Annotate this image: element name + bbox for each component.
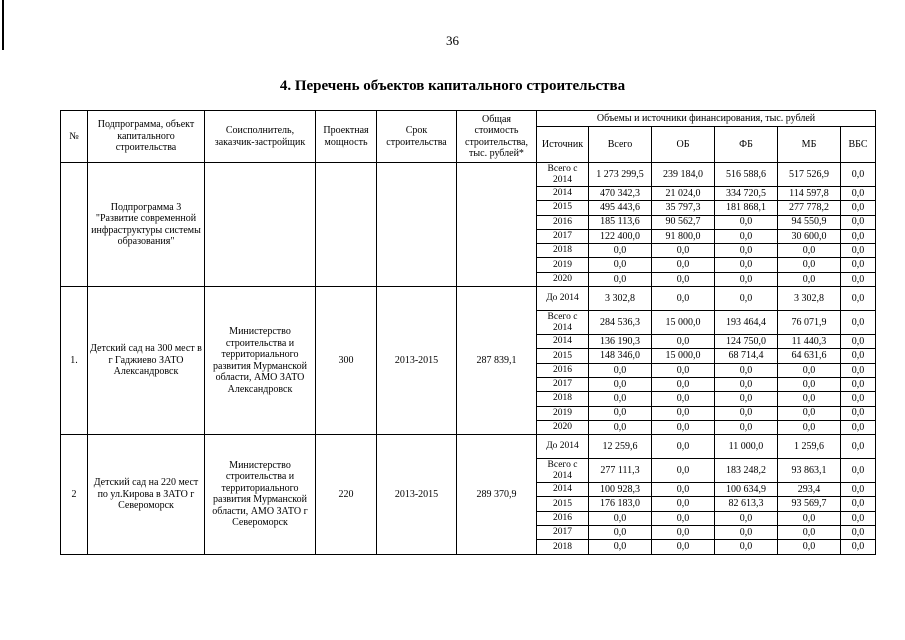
fb-cell: 124 750,0 — [715, 335, 778, 349]
object-name: Детский сад на 220 мест по ул.Кирова в ЗАТО г Североморск — [88, 435, 205, 554]
ob-cell: 0,0 — [652, 540, 715, 554]
source-cell: 2017 — [537, 377, 589, 391]
total-cell: 0,0 — [589, 526, 652, 540]
mb-cell: 0,0 — [778, 540, 841, 554]
executor-name: Министерство строительства и территориального развития Мурманской области, АМО ЗАТО г Североморск — [205, 435, 316, 554]
source-cell: 2020 — [537, 272, 589, 286]
mb-cell: 30 600,0 — [778, 229, 841, 243]
mb-cell: 3 302,8 — [778, 287, 841, 311]
header-num: № — [61, 111, 88, 163]
fb-cell: 516 588,6 — [715, 163, 778, 187]
mb-cell: 0,0 — [778, 363, 841, 377]
table-row — [61, 435, 876, 459]
total-cell: 0,0 — [589, 540, 652, 554]
fb-cell: 68 714,4 — [715, 349, 778, 363]
project-capacity — [316, 163, 377, 287]
vbs-cell: 0,0 — [841, 377, 876, 391]
source-cell: До 2014 — [537, 435, 589, 459]
source-cell: Всего с 2014 — [537, 311, 589, 335]
fb-cell: 0,0 — [715, 420, 778, 434]
total-cell: 136 190,3 — [589, 335, 652, 349]
mb-cell: 277 778,2 — [778, 201, 841, 215]
source-cell: 2018 — [537, 244, 589, 258]
fb-cell: 0,0 — [715, 258, 778, 272]
executor-name: Министерство строительства и территориального развития Мурманской области, АМО ЗАТО Александровск — [205, 287, 316, 435]
row-number: 1. — [61, 287, 88, 435]
table-row — [61, 163, 876, 187]
fb-cell: 11 000,0 — [715, 435, 778, 459]
ob-cell: 0,0 — [652, 435, 715, 459]
source-cell: 2017 — [537, 526, 589, 540]
total-cell: 470 342,3 — [589, 187, 652, 201]
vbs-cell: 0,0 — [841, 163, 876, 187]
fb-cell: 82 613,3 — [715, 497, 778, 511]
mb-cell: 93 569,7 — [778, 497, 841, 511]
vbs-cell: 0,0 — [841, 540, 876, 554]
header-ob: ОБ — [652, 127, 715, 163]
total-cell: 3 302,8 — [589, 287, 652, 311]
capital-construction-table — [60, 110, 876, 555]
ob-cell: 15 000,0 — [652, 311, 715, 335]
fb-cell: 0,0 — [715, 540, 778, 554]
executor-name — [205, 163, 316, 287]
vbs-cell: 0,0 — [841, 526, 876, 540]
construction-term — [377, 163, 457, 287]
header-fb: ФБ — [715, 127, 778, 163]
source-cell: 2014 — [537, 483, 589, 497]
header-vbs: ВБС — [841, 127, 876, 163]
vbs-cell: 0,0 — [841, 420, 876, 434]
vbs-cell: 0,0 — [841, 483, 876, 497]
fb-cell: 0,0 — [715, 244, 778, 258]
vbs-cell: 0,0 — [841, 272, 876, 286]
fb-cell: 181 868,1 — [715, 201, 778, 215]
total-cell: 122 400,0 — [589, 229, 652, 243]
total-cell: 0,0 — [589, 377, 652, 391]
document-title: 4. Перечень объектов капитального строительства — [279, 78, 626, 94]
project-capacity: 220 — [316, 435, 377, 554]
ob-cell: 0,0 — [652, 497, 715, 511]
total-cell: 0,0 — [589, 363, 652, 377]
source-cell: 2019 — [537, 406, 589, 420]
total-cell: 12 259,6 — [589, 435, 652, 459]
source-cell: 2015 — [537, 497, 589, 511]
total-cell: 0,0 — [589, 244, 652, 258]
mb-cell: 0,0 — [778, 526, 841, 540]
source-cell: Всего с 2014 — [537, 459, 589, 483]
ob-cell: 35 797,3 — [652, 201, 715, 215]
fb-cell: 0,0 — [715, 272, 778, 286]
source-cell: 2015 — [537, 349, 589, 363]
ob-cell: 0,0 — [652, 511, 715, 525]
vbs-cell: 0,0 — [841, 335, 876, 349]
row-number: 2 — [61, 435, 88, 554]
ob-cell: 0,0 — [652, 272, 715, 286]
header-executor: Соисполнитель, заказчик-застройщик — [205, 111, 316, 163]
total-cell: 277 111,3 — [589, 459, 652, 483]
ob-cell: 0,0 — [652, 363, 715, 377]
header-subprogram: Подпрограмма, объект капитального строительства — [88, 111, 205, 163]
total-cell: 148 346,0 — [589, 349, 652, 363]
mb-cell: 0,0 — [778, 258, 841, 272]
total-construction-cost: 289 370,9 — [457, 435, 537, 554]
source-cell: До 2014 — [537, 287, 589, 311]
header-total: Всего — [589, 127, 652, 163]
source-cell: 2014 — [537, 335, 589, 349]
mb-cell: 0,0 — [778, 244, 841, 258]
ob-cell: 0,0 — [652, 244, 715, 258]
source-cell: 2018 — [537, 540, 589, 554]
fb-cell: 100 634,9 — [715, 483, 778, 497]
ob-cell: 0,0 — [652, 258, 715, 272]
source-cell: 2020 — [537, 420, 589, 434]
total-cell: 0,0 — [589, 258, 652, 272]
vbs-cell: 0,0 — [841, 349, 876, 363]
object-name: Детский сад на 300 мест в г Гаджиево ЗАТО Александровск — [88, 287, 205, 435]
ob-cell: 0,0 — [652, 287, 715, 311]
vbs-cell: 0,0 — [841, 497, 876, 511]
source-cell: 2014 — [537, 187, 589, 201]
fb-cell: 334 720,5 — [715, 187, 778, 201]
total-cell: 100 928,3 — [589, 483, 652, 497]
header-total-cost: Общая стоимость строительства, тыс. рублей* — [457, 111, 537, 163]
project-capacity: 300 — [316, 287, 377, 435]
total-cell: 0,0 — [589, 420, 652, 434]
ob-cell: 0,0 — [652, 483, 715, 497]
source-cell: 2018 — [537, 392, 589, 406]
fb-cell: 0,0 — [715, 377, 778, 391]
total-construction-cost: 287 839,1 — [457, 287, 537, 435]
mb-cell: 0,0 — [778, 511, 841, 525]
table-body — [61, 163, 876, 555]
vbs-cell: 0,0 — [841, 392, 876, 406]
total-cell: 1 273 299,5 — [589, 163, 652, 187]
mb-cell: 1 259,6 — [778, 435, 841, 459]
total-cell: 176 183,0 — [589, 497, 652, 511]
ob-cell: 0,0 — [652, 420, 715, 434]
mb-cell: 0,0 — [778, 392, 841, 406]
vbs-cell: 0,0 — [841, 215, 876, 229]
fb-cell: 183 248,2 — [715, 459, 778, 483]
vbs-cell: 0,0 — [841, 459, 876, 483]
fb-cell: 0,0 — [715, 363, 778, 377]
total-cell: 0,0 — [589, 511, 652, 525]
mb-cell: 0,0 — [778, 272, 841, 286]
fb-cell: 0,0 — [715, 406, 778, 420]
total-cell: 185 113,6 — [589, 215, 652, 229]
ob-cell: 21 024,0 — [652, 187, 715, 201]
vbs-cell: 0,0 — [841, 229, 876, 243]
mb-cell: 93 863,1 — [778, 459, 841, 483]
construction-term: 2013-2015 — [377, 435, 457, 554]
construction-term: 2013-2015 — [377, 287, 457, 435]
vbs-cell: 0,0 — [841, 187, 876, 201]
source-cell: 2016 — [537, 215, 589, 229]
ob-cell: 91 800,0 — [652, 229, 715, 243]
header-mb: МБ — [778, 127, 841, 163]
fb-cell: 0,0 — [715, 287, 778, 311]
mb-cell: 0,0 — [778, 406, 841, 420]
total-cell: 495 443,6 — [589, 201, 652, 215]
vbs-cell: 0,0 — [841, 406, 876, 420]
ob-cell: 0,0 — [652, 406, 715, 420]
total-cell: 0,0 — [589, 392, 652, 406]
source-cell: 2016 — [537, 363, 589, 377]
source-cell: 2015 — [537, 201, 589, 215]
vbs-cell: 0,0 — [841, 435, 876, 459]
ob-cell: 15 000,0 — [652, 349, 715, 363]
ob-cell: 0,0 — [652, 459, 715, 483]
mb-cell: 76 071,9 — [778, 311, 841, 335]
total-cell: 0,0 — [589, 406, 652, 420]
total-construction-cost — [457, 163, 537, 287]
vbs-cell: 0,0 — [841, 311, 876, 335]
fb-cell: 0,0 — [715, 229, 778, 243]
vbs-cell: 0,0 — [841, 258, 876, 272]
fb-cell: 0,0 — [715, 392, 778, 406]
page-number: 36 — [446, 33, 459, 48]
ob-cell: 0,0 — [652, 392, 715, 406]
source-cell: 2017 — [537, 229, 589, 243]
vbs-cell: 0,0 — [841, 511, 876, 525]
header-source: Источник — [537, 127, 589, 163]
source-cell: 2016 — [537, 511, 589, 525]
ob-cell: 0,0 — [652, 377, 715, 391]
mb-cell: 114 597,8 — [778, 187, 841, 201]
fb-cell: 193 464,4 — [715, 311, 778, 335]
vbs-cell: 0,0 — [841, 363, 876, 377]
ob-cell: 239 184,0 — [652, 163, 715, 187]
fb-cell: 0,0 — [715, 511, 778, 525]
total-cell: 284 536,3 — [589, 311, 652, 335]
mb-cell: 517 526,9 — [778, 163, 841, 187]
vbs-cell: 0,0 — [841, 244, 876, 258]
ob-cell: 0,0 — [652, 526, 715, 540]
mb-cell: 11 440,3 — [778, 335, 841, 349]
row-number — [61, 163, 88, 287]
header-term: Срок строительства — [377, 111, 457, 163]
ob-cell: 90 562,7 — [652, 215, 715, 229]
fb-cell: 0,0 — [715, 215, 778, 229]
mb-cell: 293,4 — [778, 483, 841, 497]
source-cell: 2019 — [537, 258, 589, 272]
mb-cell: 0,0 — [778, 377, 841, 391]
header-capacity: Проектная мощность — [316, 111, 377, 163]
mb-cell: 64 631,6 — [778, 349, 841, 363]
total-cell: 0,0 — [589, 272, 652, 286]
vbs-cell: 0,0 — [841, 201, 876, 215]
mb-cell: 94 550,9 — [778, 215, 841, 229]
source-cell: Всего с 2014 — [537, 163, 589, 187]
header-financing: Объемы и источники финансирования, тыс. рублей — [537, 111, 876, 127]
vbs-cell: 0,0 — [841, 287, 876, 311]
object-name: Подпрограмма 3 "Развитие современной инфраструктуры системы образования" — [88, 163, 205, 287]
ob-cell: 0,0 — [652, 335, 715, 349]
mb-cell: 0,0 — [778, 420, 841, 434]
fb-cell: 0,0 — [715, 526, 778, 540]
table-row — [61, 287, 876, 311]
